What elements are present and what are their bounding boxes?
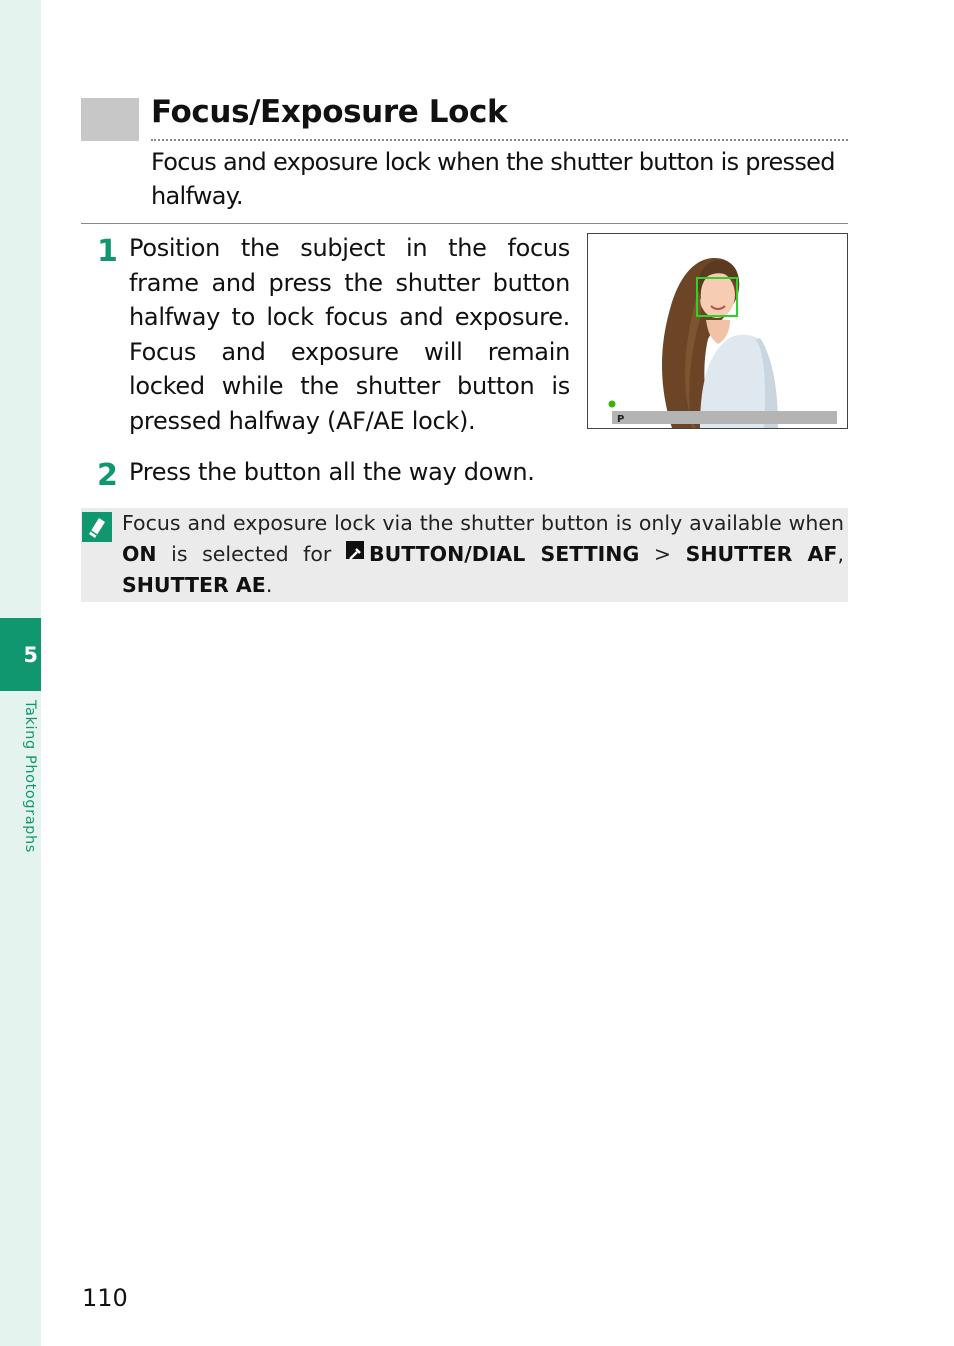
note-separator: > — [653, 542, 672, 566]
note-text — [122, 508, 844, 601]
step-2-text: Press the button all the way down. — [129, 458, 535, 486]
note-text-part-2: is selected for — [171, 542, 332, 566]
intro-text: Focus and exposure lock when the shutter button is pressed halfway. — [151, 148, 835, 210]
viewfinder-illustration — [587, 233, 848, 429]
chapter-number-tab — [0, 618, 41, 691]
note-comma: , — [837, 542, 844, 566]
note-option-shutter-ae: SHUTTER AE — [122, 573, 266, 597]
chapter-number: 5 — [23, 642, 38, 667]
note-on-label: ON — [122, 542, 157, 566]
note-text-part-1: Focus and exposure lock via the shutter button is only available when — [122, 511, 844, 535]
focus-indicator — [609, 401, 616, 408]
title-dotted-rule — [151, 139, 848, 141]
wrench-icon — [346, 541, 364, 559]
note-icon — [82, 512, 112, 542]
note-period: . — [265, 573, 273, 597]
step-1-number: 1 — [97, 234, 118, 269]
note-box — [81, 508, 848, 602]
note-option-shutter-af: SHUTTER AF — [685, 542, 838, 566]
chapter-title: Taking Photographs — [22, 700, 38, 853]
heading-marker — [81, 98, 139, 141]
page-title: Focus/Exposure Lock — [151, 94, 508, 130]
note-setting-label: BUTTON/DIAL SETTING — [368, 542, 640, 566]
section-divider — [81, 223, 848, 224]
shooting-mode-label: P — [617, 414, 625, 425]
step-1-text: Position the subject in the focus frame and press the shutter button halfway to lock focus and exposure. Focus and exposure will remain locked while the shutter button is pressed halfway (AF/AE lock). — [129, 234, 570, 435]
portrait-image — [588, 234, 847, 428]
info-bar — [612, 411, 837, 424]
step-2-number: 2 — [97, 458, 118, 493]
page-number: 110 — [82, 1284, 128, 1312]
